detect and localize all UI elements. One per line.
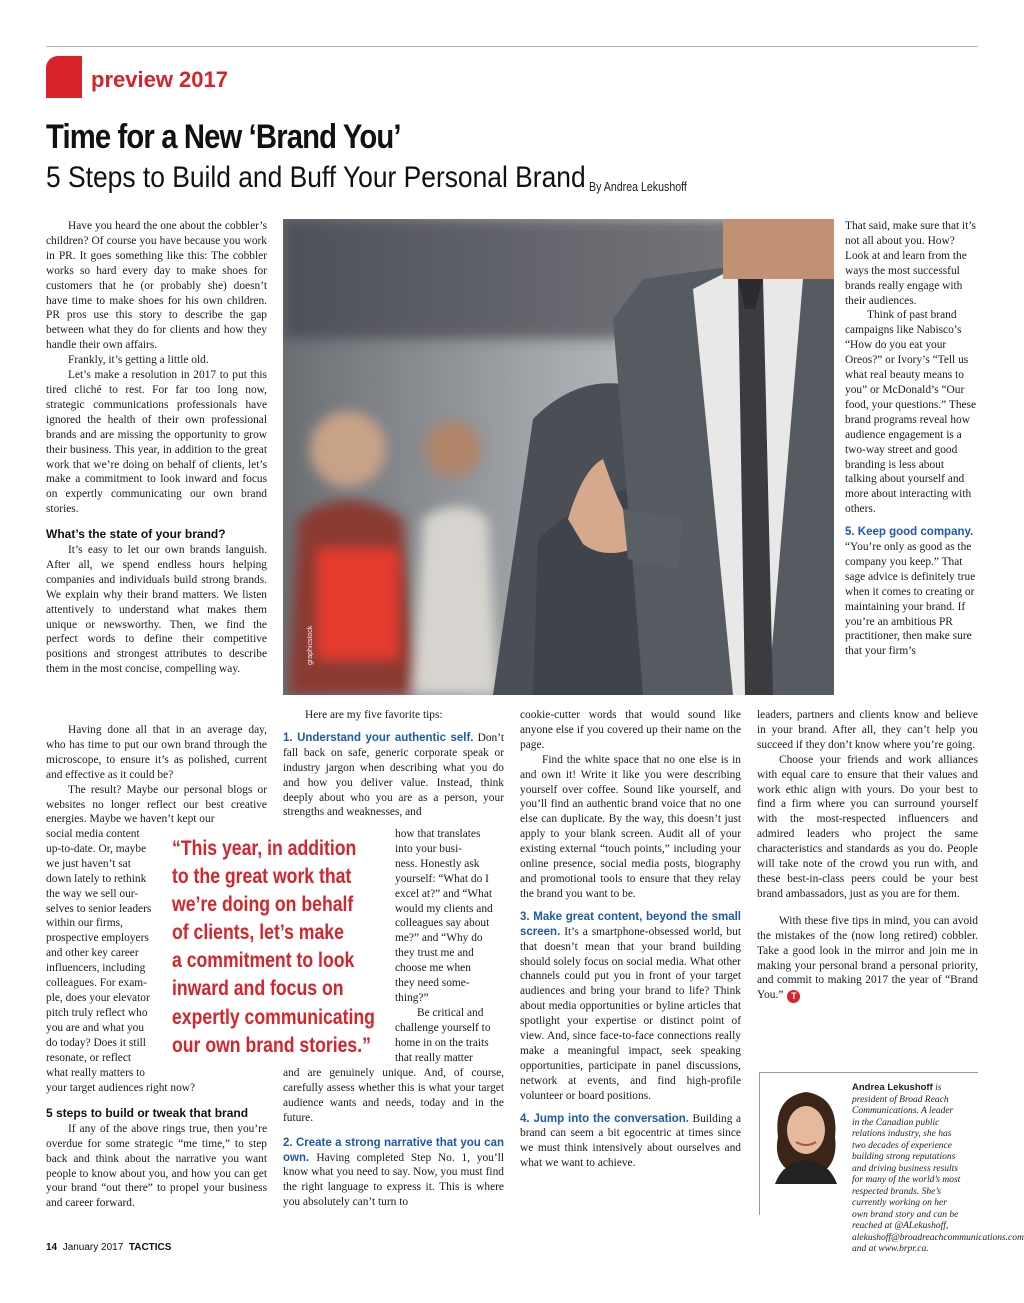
paragraph: Here are my five favorite tips: — [305, 709, 443, 721]
byline: By Andrea Lekushoff — [589, 180, 687, 194]
text-line: pitch truly reflect who — [46, 1006, 148, 1019]
issue-date: January 2017 — [62, 1242, 124, 1253]
paragraph: Choose your friends and work alliances with equal care to ensure that their values and work ethic align with yours. Do your best to find a firm where you can surround yourself with the most-respected influencers and admired leaders who project the same characteristics and standards as you do. People will take note of the crowd you run with, and these best-in-class peers could be your best brand ambassadors, just as you are for them. — [757, 753, 978, 900]
text-line: what really matters to — [46, 1066, 146, 1079]
author-name: Andrea Lekushoff — [852, 1082, 933, 1093]
tip-3-body: It’s a smartphone-obsessed world, but that doesn’t mean that your brand building should solely focus on social media. What other channels could put you in front of your target audiences and bring your brand to life? Think about media opportunities or byline articles that spotlight your expertise or distinct point of view. And, since face-to-face connections really make a meaningful impact, seek speaking opportunities, participate in panel discussions, network at events, and find high-profile volunteer or board positions. — [520, 925, 741, 1102]
column-1 — [46, 219, 267, 677]
text-line: they need some- — [395, 977, 470, 990]
column-2-bottom — [283, 1066, 504, 1211]
pull-quote-line: of clients, let’s make — [172, 921, 344, 945]
pull-quote-line: we’re doing on behalf — [172, 893, 354, 917]
tip-3-heading: 3. Make great content, beyond the small screen. — [520, 910, 741, 938]
subheading-five-steps: 5 steps to build or tweak that brand — [46, 1105, 249, 1120]
paragraph: and are genuinely unique. And, of course, carefully assess whether this is what your target audience wants and needs, today and in the future. — [283, 1067, 504, 1124]
tip-5-heading: 5. Keep good company. — [845, 526, 974, 539]
tip-4 — [520, 1112, 741, 1172]
tip-5-body: “You’re only as good as the company you keep.” That sage advice is definitely true when it comes to creating or maintaining your brand. If you’re an ambitious PR practitioner, then make sure that your firm’s — [845, 541, 976, 658]
page-footer — [46, 1242, 171, 1253]
text-line: down lately to rethink — [46, 872, 147, 885]
column-2 — [283, 708, 504, 820]
pull-quote-line: our own brand stories.” — [172, 1033, 371, 1057]
column-1-wrap — [46, 827, 171, 1080]
text-line: colleagues say about — [395, 917, 490, 930]
text-line: into your busi- — [395, 842, 463, 855]
text-line: resonate, or reflect — [46, 1051, 132, 1064]
text-line: choose me when — [395, 962, 471, 975]
paragraph: That said, make sure that it’s not all about you. How? Look at and learn from the ways the most successful brands really engage with their audiences. — [845, 220, 976, 307]
text-line: how that translates — [395, 828, 481, 840]
tip-4-heading: 4. Jump into the conversation. — [520, 1112, 689, 1125]
tip-3 — [520, 910, 741, 1104]
text-line: me?” and “Why do — [395, 932, 483, 945]
text-line: we just haven’t sat — [46, 857, 131, 870]
paragraph: cookie-cutter words that would sound like anyone else if you covered up their name on the page. — [520, 709, 741, 751]
pull-quote — [172, 835, 382, 1060]
text-line: excel at?” and “What — [395, 887, 493, 900]
text-line: the way we sell our- — [46, 887, 139, 900]
text-line: thing?” — [395, 991, 429, 1004]
text-line: ness. Honestly ask — [395, 857, 480, 870]
tip-4-body: Building a brand can seem a bit egocentric at times since we must think intensively about ourselves and what we want to achieve. — [520, 1112, 741, 1170]
pull-quote-line: “This year, in addition — [172, 837, 357, 860]
text-line: and other key career — [46, 947, 139, 960]
subheading-brand-state: What’s the state of your brand? — [46, 527, 226, 542]
closing-text: With these five tips in mind, you can avoid the mistakes of the (now long retired) cobbler. Take a good look in the mirror and join me in making your personal brand a personal priority, and commit to making 2017 the year of “Brand You.” — [757, 914, 978, 1002]
text-line: colleagues. For exam- — [46, 977, 147, 990]
paragraph: leaders, partners and clients know and believe in your brand. After all, they can’t help you succeed if they don’t know where you’re going. — [757, 709, 978, 751]
tip-2-heading: 2. Create a strong narrative that you can own. — [283, 1136, 504, 1164]
text-line: you are and what you — [46, 1021, 145, 1034]
text-line: up-to-date. Or, maybe — [46, 842, 147, 855]
text-line: home in on the traits — [395, 1036, 489, 1049]
header-rule — [46, 46, 978, 47]
text-line: selves to senior leaders — [46, 902, 152, 915]
paragraph: Find the white space that no one else is in and own it! Write it like you were describing yourself over coffee. Sound like yourself, and you’ll find an authentic brand voice that no one else can duplicate. By the way, this doesn’t just apply to your blank screen. Audit all of your existing external “touch points,” including your online presence, social media posts, biography and promotional tools to ensure that they relay the brand you want to be. — [520, 753, 741, 900]
text-line: would my clients and — [395, 902, 493, 915]
article-title: Time for a New ‘Brand You’ — [46, 118, 401, 156]
text-line: that really matter — [395, 1051, 473, 1064]
text-line: Be critical and — [417, 1006, 484, 1019]
column-4-lower — [757, 708, 978, 1003]
tip-1 — [283, 731, 504, 820]
text-line: influencers, including — [46, 962, 146, 975]
handshake-photo — [283, 219, 834, 695]
paragraph: Think of past brand campaigns like Nabisco’s “How do you eat your Oreos?” or Ivory’s “Tell us what real beauty means to you” or McDonald’s “Our food, your questions.” These brand programs reveal how audience engagement is a two-way street and good branding is less about talking about yourself and more about interacting with others. — [845, 309, 977, 516]
publication-name: TACTICS — [128, 1242, 172, 1253]
text-line: do today? Does it still — [46, 1036, 146, 1049]
tip-1-body: Don’t fall back on safe, generic corporate speak or industry jargon when describing what you do and how you deliver value. Instead, think deeply about who you are as a person, your strengths and weaknesses, and — [283, 731, 504, 819]
column-3 — [520, 708, 741, 1171]
author-bio-text: is president of Broad Reach Communications. A leader in the Canadian public relations industry, she has two decades of experience building strong reputations and driving business results for many of the world’s most respected brands. She’s currently working on her own brand story and can be reached at @ALekushoff, alekushoff@broadreachcommunications.com and at www.brpr.ca. — [852, 1083, 1024, 1254]
pull-quote-line: expertly communicating — [172, 1005, 375, 1029]
pull-quote-line: inward and focus on — [172, 977, 344, 1001]
paragraph: Frankly, it’s getting a little old. — [68, 354, 209, 367]
column-2-wrap — [395, 827, 505, 1066]
column-4 — [845, 219, 977, 659]
tip-2 — [283, 1136, 504, 1211]
author-bio — [762, 1082, 1024, 1256]
column-1-lower — [46, 723, 267, 827]
paragraph: Have you heard the one about the cobbler’s children? Of course you have because you work in PR. It goes something like this: The cobbler works so hard every day to make shoes for customers that he (or probably she) doesn’t have time to make shoes for his own children. PR pros use this story to describe the gap between what they do for clients and how they handle their own affairs. — [46, 220, 267, 352]
page-number: 14 — [46, 1242, 58, 1253]
text-line: challenge yourself to — [395, 1021, 491, 1034]
paragraph: It’s easy to let our own brands languish. After all, we spend endless hours helping companies and individuals build strong brands. We explain why their brand matters. We listen attentively to understand what makes them unique or newsworthy. Then, we find the perfect words to define their competitive positions and strongest attributes to describe them in the most concise, compelling way. — [46, 544, 267, 676]
pull-quote-line: to the great work that — [172, 865, 352, 889]
tip-2-body: Having completed Step No. 1, you’ll know what you need to say. Now, you must find the right language to express it. This is where you absolutely can’t turn to — [283, 1151, 505, 1209]
pull-quote-line: a commitment to look — [172, 949, 355, 973]
text-line: prospective employers — [46, 932, 149, 945]
text-line: yourself: “What do I — [395, 872, 489, 885]
text-line: social media content — [46, 828, 140, 840]
text-line: your target audiences right now? — [46, 1082, 196, 1094]
photo-credit: graphicstock — [307, 625, 314, 665]
tip-1-heading: 1. Understand your authentic self. — [283, 731, 474, 744]
section-tab-marker — [46, 56, 82, 98]
column-1-bottom — [46, 1081, 267, 1211]
paragraph: Let’s make a resolution in 2017 to put this tired cliché to rest. For far too long now, strategic communications professionals have ignored the health of their own professional brands and are missing the opportunity to grow their business. This year, in addition to the great work that we’re doing on behalf of clients, let’s make a commitment to look inward and focus on expertly communicating our own brand stories. — [46, 369, 267, 516]
text-line: they trust me and — [395, 947, 474, 960]
section-label: preview 2017 — [91, 67, 228, 92]
closing-paragraph — [757, 914, 978, 1004]
text-line: within our firms, — [46, 917, 123, 930]
article-subtitle: 5 Steps to Build and Buff Your Personal Brand — [46, 161, 586, 194]
paragraph: The result? Maybe our personal blogs or websites no longer reflect our best creative energies. Maybe we haven’t kept our — [46, 783, 267, 826]
paragraph: Having done all that in an average day, who has time to put our own brand through the microscope, to ensure it’s as polished, current and effective as it could be? — [46, 724, 267, 781]
text-line: ple, does your elevator — [46, 991, 150, 1004]
end-mark-icon: T — [787, 990, 800, 1003]
paragraph: If any of the above rings true, then you’re overdue for some strategic “me time,” to step back and think about the narrative you want people to know about you, and how you can get your brand “out there” to propel your business and career forward. — [46, 1122, 267, 1210]
